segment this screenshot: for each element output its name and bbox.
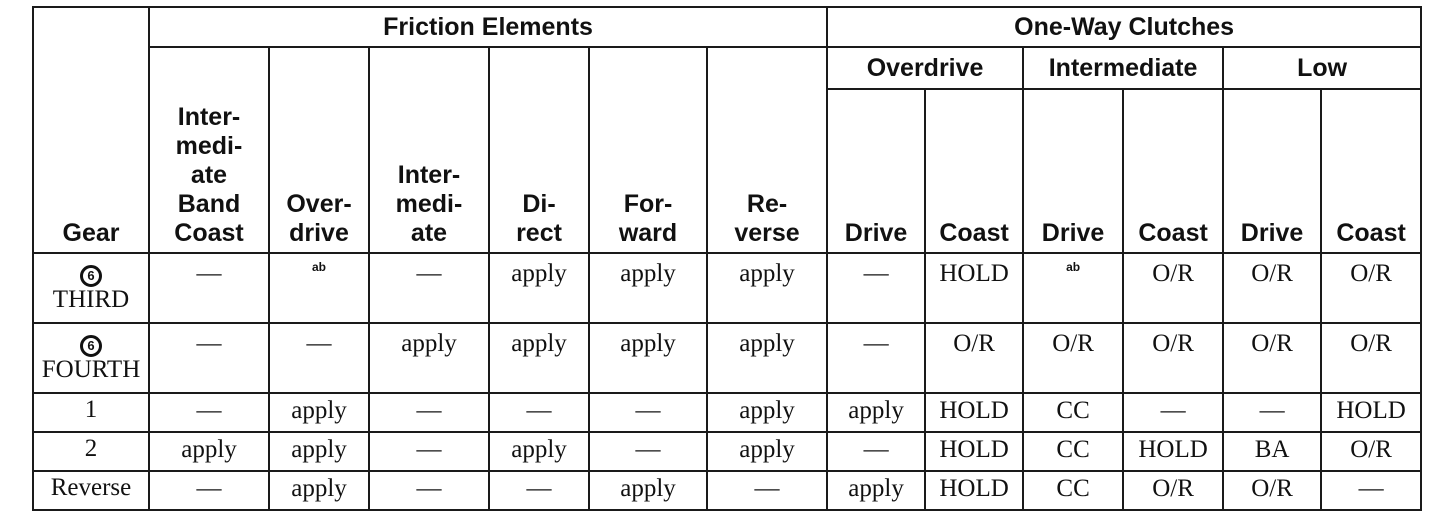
overdrive-clutch-header: Overdrive	[827, 47, 1023, 89]
col-label-line: Di-	[522, 190, 556, 218]
gear-label: Reverse	[50, 474, 132, 501]
table-cell	[369, 323, 489, 393]
one-way-clutches-header: One-Way Clutches	[827, 7, 1421, 47]
gear-application-table-wrapper	[32, 6, 1422, 511]
cell-value: —	[1259, 397, 1285, 424]
cell-value: apply	[291, 397, 347, 424]
table-cell	[707, 471, 827, 510]
cell-value: —	[526, 397, 552, 424]
table-cell	[827, 323, 925, 393]
table-cell	[827, 253, 925, 323]
col-label-line: verse	[734, 219, 800, 247]
cell-value: HOLD	[1336, 397, 1406, 424]
cell-value: O/R	[1251, 475, 1293, 502]
cell-value: HOLD	[1138, 436, 1208, 463]
table-row	[33, 393, 1421, 432]
cell-value: HOLD	[939, 260, 1009, 287]
cell-value: BA	[1254, 436, 1290, 463]
cell-value: —	[416, 397, 442, 424]
gear-application-table	[32, 6, 1422, 511]
table-cell	[1123, 393, 1223, 432]
col-label-line: medi-	[395, 190, 463, 218]
col-label-line: ate	[410, 219, 448, 247]
table-cell	[1023, 393, 1123, 432]
cell-value: apply	[511, 330, 567, 357]
table-cell	[925, 253, 1023, 323]
cell-value: —	[526, 475, 552, 502]
table-cell	[1123, 471, 1223, 510]
table-cell	[149, 432, 269, 471]
table-cell	[489, 432, 589, 471]
cell-value: apply	[739, 436, 795, 463]
cell-value: HOLD	[939, 436, 1009, 463]
table-cell	[1023, 432, 1123, 471]
cell-value: O/R	[1052, 330, 1094, 357]
cell-value: —	[1358, 475, 1384, 502]
cell-value: —	[863, 260, 889, 287]
col-reverse	[707, 47, 827, 253]
table-cell	[589, 393, 707, 432]
table-cell	[369, 393, 489, 432]
cell-value: apply	[620, 260, 676, 287]
cell-value: CC	[1056, 475, 1090, 502]
col-label-line: For-	[623, 190, 673, 218]
low-clutch-header: Low	[1223, 47, 1421, 89]
table-cell	[1321, 323, 1421, 393]
col-label-line: rect	[516, 219, 562, 247]
cell-value: apply	[181, 436, 237, 463]
col-overdrive-coast: Coast	[925, 89, 1023, 253]
table-cell	[1223, 471, 1321, 510]
col-low-drive: Drive	[1223, 89, 1321, 253]
cell-value: apply	[848, 475, 904, 502]
table-cell	[489, 471, 589, 510]
cell-value: apply	[739, 330, 795, 357]
table-cell	[149, 393, 269, 432]
table-cell	[489, 323, 589, 393]
col-label-line: Inter-	[177, 103, 241, 131]
table-cell	[1223, 323, 1321, 393]
cell-value: apply	[291, 436, 347, 463]
table-cell	[269, 432, 369, 471]
table-row	[33, 253, 1421, 323]
table-body	[33, 253, 1421, 510]
gear-cell	[33, 393, 149, 432]
cell-value: apply	[739, 260, 795, 287]
cell-value: apply	[620, 475, 676, 502]
col-overdrive-drive: Drive	[827, 89, 925, 253]
col-label-line: Re-	[746, 190, 788, 218]
table-cell	[1123, 323, 1223, 393]
gear-cell	[33, 471, 149, 510]
table-cell	[589, 253, 707, 323]
col-label-line: Band	[177, 190, 241, 218]
cell-value: —	[863, 330, 889, 357]
cell-value: —	[416, 436, 442, 463]
cell-value: —	[306, 330, 332, 357]
table-cell	[369, 253, 489, 323]
table-cell	[925, 323, 1023, 393]
col-label-line: ward	[618, 219, 678, 247]
friction-elements-header: Friction Elements	[149, 7, 827, 47]
table-cell	[1023, 471, 1123, 510]
cell-value: O/R	[1350, 330, 1392, 357]
table-cell	[1321, 253, 1421, 323]
table-cell	[707, 393, 827, 432]
cell-value: O/R	[1251, 260, 1293, 287]
col-label-line: drive	[289, 219, 349, 247]
cell-value: apply	[620, 330, 676, 357]
intermediate-clutch-header: Intermediate	[1023, 47, 1223, 89]
table-cell	[1321, 471, 1421, 510]
table-row	[33, 471, 1421, 510]
cell-value: —	[416, 260, 442, 287]
col-direct	[489, 47, 589, 253]
cell-value: —	[416, 475, 442, 502]
table-cell	[149, 253, 269, 323]
cell-value: O/R	[1350, 260, 1392, 287]
table-cell	[589, 471, 707, 510]
col-overdrive	[269, 47, 369, 253]
cell-value: apply	[291, 475, 347, 502]
cell-value: CC	[1056, 436, 1090, 463]
col-forward	[589, 47, 707, 253]
cell-value: CC	[1056, 397, 1090, 424]
table-cell	[269, 393, 369, 432]
col-label-line: Inter-	[397, 161, 461, 189]
gear-cell	[33, 323, 149, 393]
cell-value: —	[863, 436, 889, 463]
cell-value: —	[635, 436, 661, 463]
cell-value: —	[754, 475, 780, 502]
gear-label: 2	[84, 435, 98, 462]
table-cell	[489, 393, 589, 432]
footnote-marker: ab	[311, 260, 326, 274]
table-cell	[589, 432, 707, 471]
col-intermediate-coast: Coast	[1123, 89, 1223, 253]
cell-value: apply	[401, 330, 457, 357]
col-label-line: medi-	[175, 132, 243, 160]
circled-number-icon: 6	[80, 335, 102, 357]
table-row	[33, 432, 1421, 471]
table-row	[33, 323, 1421, 393]
table-cell	[1321, 393, 1421, 432]
cell-value: HOLD	[939, 475, 1009, 502]
table-cell	[269, 253, 369, 323]
cell-value: O/R	[953, 330, 995, 357]
gear-header: Gear	[33, 7, 149, 253]
col-intermediate-band-coast	[149, 47, 269, 253]
table-cell	[1123, 432, 1223, 471]
cell-value: apply	[739, 397, 795, 424]
table-cell	[707, 432, 827, 471]
col-intermediate	[369, 47, 489, 253]
table-cell	[1321, 432, 1421, 471]
col-label-line: Coast	[174, 219, 244, 247]
table-cell	[925, 432, 1023, 471]
cell-value: apply	[511, 436, 567, 463]
col-label-line: Over-	[286, 190, 352, 218]
cell-value: —	[196, 397, 222, 424]
cell-value: —	[196, 260, 222, 287]
cell-value: —	[196, 330, 222, 357]
cell-value: apply	[848, 397, 904, 424]
cell-value: O/R	[1350, 436, 1392, 463]
table-cell	[925, 393, 1023, 432]
table-cell	[269, 471, 369, 510]
table-cell	[149, 323, 269, 393]
gear-label: THIRD	[52, 286, 130, 313]
gear-label: 1	[84, 396, 98, 423]
cell-value: O/R	[1251, 330, 1293, 357]
table-cell	[269, 323, 369, 393]
table-cell	[1223, 253, 1321, 323]
table-cell	[369, 471, 489, 510]
table-cell	[925, 471, 1023, 510]
col-label-line: ate	[190, 161, 228, 189]
table-cell	[1123, 253, 1223, 323]
table-cell	[149, 471, 269, 510]
cell-value: O/R	[1152, 475, 1194, 502]
cell-value: —	[1160, 397, 1186, 424]
table-cell	[1223, 393, 1321, 432]
table-cell	[827, 432, 925, 471]
cell-value: HOLD	[939, 397, 1009, 424]
table-cell	[707, 323, 827, 393]
table-cell	[369, 432, 489, 471]
circled-number-icon: 6	[80, 265, 102, 287]
col-low-coast: Coast	[1321, 89, 1421, 253]
table-cell	[1023, 323, 1123, 393]
table-cell	[827, 471, 925, 510]
table-cell	[1023, 253, 1123, 323]
table-cell	[827, 393, 925, 432]
cell-value: apply	[511, 260, 567, 287]
table-cell	[707, 253, 827, 323]
footnote-marker: ab	[1066, 260, 1081, 274]
cell-value: O/R	[1152, 330, 1194, 357]
table-cell	[589, 323, 707, 393]
cell-value: —	[196, 475, 222, 502]
gear-label: FOURTH	[41, 356, 141, 383]
table-cell	[489, 253, 589, 323]
gear-cell	[33, 253, 149, 323]
cell-value: —	[635, 397, 661, 424]
cell-value: O/R	[1152, 260, 1194, 287]
col-intermediate-drive: Drive	[1023, 89, 1123, 253]
table-cell	[1223, 432, 1321, 471]
gear-cell	[33, 432, 149, 471]
